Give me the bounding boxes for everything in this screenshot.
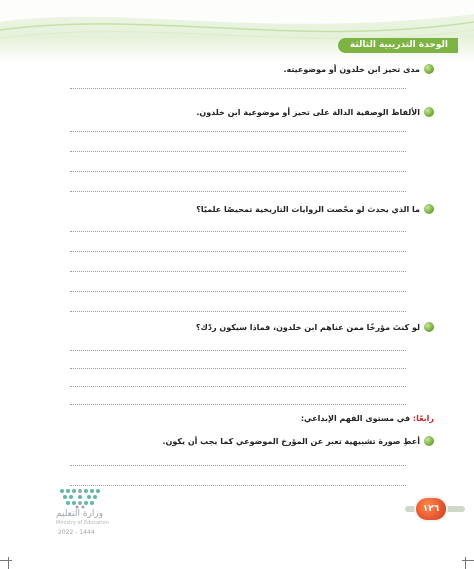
question-bullet-icon: [424, 204, 434, 214]
question-text: أعطِ صورة تشبيهية تعبر عن المؤرخ الموضوعي كما يجب أن يكون.: [162, 436, 420, 446]
question-bullet-icon: [424, 107, 434, 117]
question-1: [283, 64, 434, 74]
crop-mark: [8, 557, 9, 569]
unit-label: الوحدة التدريبية الثالثة: [349, 40, 448, 50]
question-5: [163, 436, 435, 446]
question-bullet-icon: [424, 64, 434, 74]
answer-line[interactable]: [70, 271, 406, 272]
answer-line[interactable]: [70, 404, 406, 405]
answer-line[interactable]: [70, 368, 406, 369]
question-4: [196, 322, 434, 332]
question-text: مدى تحيز ابن خلدون أو موضوعيته.: [283, 64, 420, 74]
answer-line[interactable]: [70, 131, 406, 132]
question-2: [196, 107, 434, 117]
crop-mark: [465, 557, 466, 569]
section-heading: [301, 414, 434, 423]
answer-line[interactable]: [70, 311, 406, 312]
question-text: ما الذي يحدث لو محّصت الروايات التاريخية تمحيصًا علميًا؟: [196, 204, 420, 214]
ministry-name-english: Ministry of Education: [56, 520, 109, 526]
answer-line[interactable]: [70, 231, 406, 232]
page-number: ١٢٦: [416, 498, 446, 520]
question-bullet-icon: [424, 322, 434, 332]
answer-line[interactable]: [70, 151, 406, 152]
edition-year: 2022 - 1444: [58, 529, 95, 536]
answer-line[interactable]: [70, 350, 406, 351]
answer-line[interactable]: [70, 171, 406, 172]
section-title: في مستوى الفهم الإبداعي:: [300, 414, 413, 423]
crop-mark: [462, 560, 474, 561]
answer-line[interactable]: [70, 485, 406, 486]
answer-line[interactable]: [70, 191, 406, 192]
section-prefix: رابعًا:: [412, 414, 434, 423]
question-bullet-icon: [424, 436, 434, 446]
crop-mark: [0, 560, 12, 561]
question-text: لو كنتَ مؤرخًا ممن عناهم ابن خلدون، فماذا سيكون ردّك؟: [195, 322, 420, 332]
answer-line[interactable]: [70, 386, 406, 387]
question-text: الألفاظ الوصفية الدالة على تحيز أو موضوعية ابن خلدون.: [196, 107, 420, 117]
ministry-logo-icon: [58, 487, 102, 509]
unit-label-tab: [338, 38, 458, 53]
ministry-name-arabic: وزارة التعليم: [56, 509, 104, 519]
answer-line[interactable]: [70, 465, 406, 466]
ministry-logo: [28, 487, 108, 547]
question-3: [196, 204, 434, 214]
answer-line[interactable]: [70, 291, 406, 292]
answer-line[interactable]: [70, 88, 406, 89]
page-number-badge: [405, 498, 465, 520]
answer-line[interactable]: [70, 251, 406, 252]
